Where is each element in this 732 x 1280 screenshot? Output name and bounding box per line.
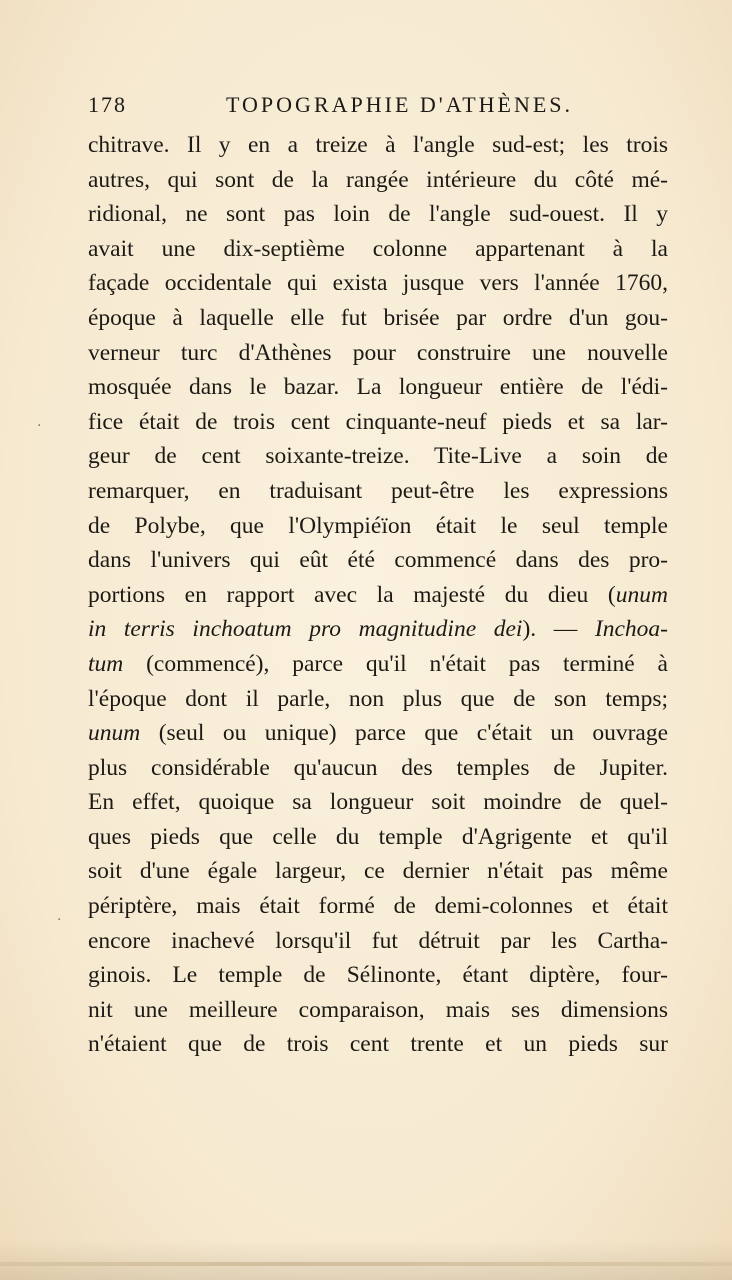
text-segment: encore inachevé lorsqu'il fut détruit par les Cartha- — [88, 927, 668, 954]
text-segment: ginois. Le temple de Sélinonte, étant diptère, four- — [88, 962, 668, 989]
text-segment: avait une dix-septième colonne appartenant à la — [88, 235, 668, 262]
text-segment: ). — — [522, 616, 595, 643]
text-segment: époque à laquelle elle fut brisée par ordre d'un gou- — [88, 304, 668, 331]
text-segment: nit une meilleure comparaison, mais ses dimensions — [88, 996, 668, 1023]
text-line — [88, 854, 668, 889]
page-header — [88, 92, 668, 122]
text-line — [88, 474, 668, 509]
text-line — [88, 128, 668, 163]
text-line — [88, 1027, 668, 1062]
text-line — [88, 682, 668, 717]
text-segment: (seul ou unique) parce que c'était un ouvrage — [140, 720, 668, 747]
text-segment: remarquer, en traduisant peut-être les expressions — [88, 477, 668, 504]
text-line — [88, 751, 668, 786]
text-segment: chitrave. Il y en a treize à l'angle sud-est; les trois — [88, 132, 668, 158]
text-line — [88, 301, 668, 336]
body-text — [88, 128, 668, 1062]
text-segment: (commencé), parce qu'il n'était pas terminé à — [123, 650, 668, 677]
text-line — [88, 924, 668, 959]
text-line — [88, 785, 668, 820]
text-line — [88, 439, 668, 474]
text-line — [88, 405, 668, 440]
text-segment: de Polybe, que l'Olympiéïon était le seul temple — [88, 512, 668, 539]
text-segment: portions en rapport avec la majesté du dieu ( — [88, 581, 616, 608]
italic-text: unum — [615, 581, 668, 608]
text-line — [88, 716, 668, 751]
text-line — [88, 820, 668, 855]
text-line — [88, 370, 668, 405]
italic-text: unum — [88, 720, 141, 747]
text-segment: fice était de trois cent cinquante-neuf pieds et sa lar- — [88, 408, 668, 435]
text-line — [88, 163, 668, 198]
text-line — [88, 197, 668, 232]
text-line — [88, 509, 668, 544]
text-segment: façade occidentale qui exista jusque vers l'année 1760, — [88, 270, 668, 297]
text-line — [88, 647, 668, 682]
speck-mark: · — [37, 418, 42, 434]
text-segment: verneur turc d'Athènes pour construire une nouvelle — [88, 339, 668, 366]
running-title: TOPOGRAPHIE D'ATHÈNES. — [226, 92, 574, 117]
text-segment: n'étaient que de trois cent trente et un pieds sur — [88, 1031, 668, 1058]
italic-text: Inchoa- — [594, 616, 668, 643]
text-line — [88, 578, 668, 613]
text-segment: ques pieds que celle du temple d'Agrigente et qu'il — [88, 823, 668, 850]
text-line — [88, 993, 668, 1028]
page-shadow — [0, 1240, 732, 1280]
text-segment: ridional, ne sont pas loin de l'angle sud-ouest. Il y — [88, 201, 668, 228]
text-line — [88, 889, 668, 924]
text-segment: plus considérable qu'aucun des temples de Jupiter. — [88, 754, 668, 781]
text-line — [88, 612, 668, 647]
text-line — [88, 232, 668, 267]
text-line — [88, 336, 668, 371]
text-segment: périptère, mais était formé de demi-colonnes et était — [88, 893, 668, 920]
speck-mark: · — [57, 912, 62, 928]
text-line — [88, 543, 668, 578]
page-number: 178 — [88, 92, 127, 117]
text-segment: autres, qui sont de la rangée intérieure du côté mé- — [88, 166, 668, 193]
text-segment: mosquée dans le bazar. La longueur entière de l'édi- — [88, 374, 668, 401]
text-segment: En effet, quoique sa longueur soit moindre de quel- — [88, 789, 668, 816]
text-segment: soit d'une égale largeur, ce dernier n'était pas même — [88, 858, 668, 885]
text-segment: geur de cent soixante-treize. Tite-Live a soin de — [88, 443, 668, 470]
text-segment: dans l'univers qui eût été commencé dans des pro- — [88, 547, 668, 574]
text-segment: l'époque dont il parle, non plus que de son temps; — [88, 685, 668, 712]
italic-text: in terris inchoatum pro magnitudine dei — [88, 616, 523, 643]
text-line — [88, 266, 668, 301]
italic-text: tum — [88, 650, 124, 677]
text-line — [88, 958, 668, 993]
